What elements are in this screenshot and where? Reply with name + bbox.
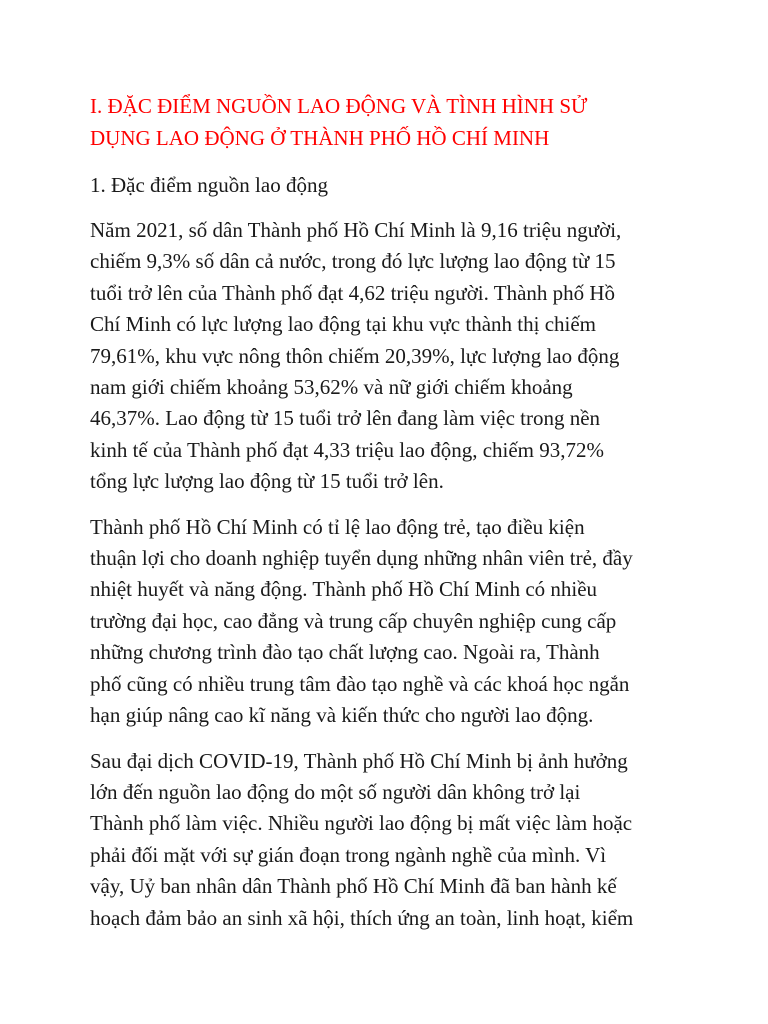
text-line: Chí Minh có lực lượng lao động tại khu vực thành thị chiếm (90, 312, 597, 337)
text-line: 79,61%, khu vực nông thôn chiếm 20,39%, lực lượng lao động (90, 343, 620, 368)
text-line: tổng lực lượng lao động từ 15 tuổi trở lên. (90, 469, 444, 494)
text-line: Năm 2021, số dân Thành phố Hồ Chí Minh là 9,16 triệu người, (90, 218, 622, 242)
text-line: lớn đến nguồn lao động do một số người dân không trở lại (90, 779, 581, 804)
subsection-heading: 1. Đặc điểm nguồn lao động (90, 173, 328, 197)
section-heading (90, 90, 690, 154)
text-line: vậy, Uỷ ban nhân dân Thành phố Hồ Chí Minh đã ban hành kế (90, 874, 617, 899)
text-line: Thành phố Hồ Chí Minh có tỉ lệ lao động trẻ, tạo điều kiện (90, 514, 585, 539)
text-line: Thành phố làm việc. Nhiều người lao động bị mất việc làm hoặc (90, 811, 633, 836)
heading-line: I. ĐẶC ĐIỂM NGUỒN LAO ĐỘNG VÀ TÌNH HÌNH SỬ (90, 94, 588, 118)
text-line: hoạch đảm bảo an sinh xã hội, thích ứng an toàn, linh hoạt, kiểm (90, 905, 634, 930)
document-page (90, 90, 690, 948)
text-line: hạn giúp nâng cao kĩ năng và kiến thức cho người lao động. (90, 703, 594, 728)
text-line: 46,37%. Lao động từ 15 tuổi trở lên đang làm việc trong nền (90, 406, 601, 431)
text-line: Sau đại dịch COVID-19, Thành phố Hồ Chí Minh bị ảnh hưởng (90, 748, 628, 773)
paragraph-covid-impact (90, 746, 690, 934)
text-line: tuổi trở lên của Thành phố đạt 4,62 triệu người. Thành phố Hồ (90, 280, 616, 305)
text-line: nam giới chiếm khoảng 53,62% và nữ giới chiếm khoảng (90, 375, 573, 400)
paragraph-young-workforce (90, 512, 690, 732)
text-line: nhiệt huyết và năng động. Thành phố Hồ Chí Minh có nhiều (90, 577, 598, 602)
text-line: trường đại học, cao đẳng và trung cấp chuyên nghiệp cung cấp (90, 608, 617, 633)
paragraph-population (90, 215, 690, 498)
text-line: thuận lợi cho doanh nghiệp tuyển dụng những nhân viên trẻ, đầy (90, 546, 633, 571)
text-line: phố cũng có nhiều trung tâm đào tạo nghề và các khoá học ngắn (90, 671, 630, 696)
text-line: những chương trình đào tạo chất lượng cao. Ngoài ra, Thành (90, 640, 600, 665)
text-line: chiếm 9,3% số dân cả nước, trong đó lực lượng lao động từ 15 (90, 249, 616, 274)
heading-line: DỤNG LAO ĐỘNG Ở THÀNH PHỐ HỒ CHÍ MINH (90, 126, 550, 150)
text-line: phải đối mặt với sự gián đoạn trong ngành nghề của mình. Vì (90, 842, 607, 867)
text-line: kinh tế của Thành phố đạt 4,33 triệu lao động, chiếm 93,72% (90, 437, 604, 462)
